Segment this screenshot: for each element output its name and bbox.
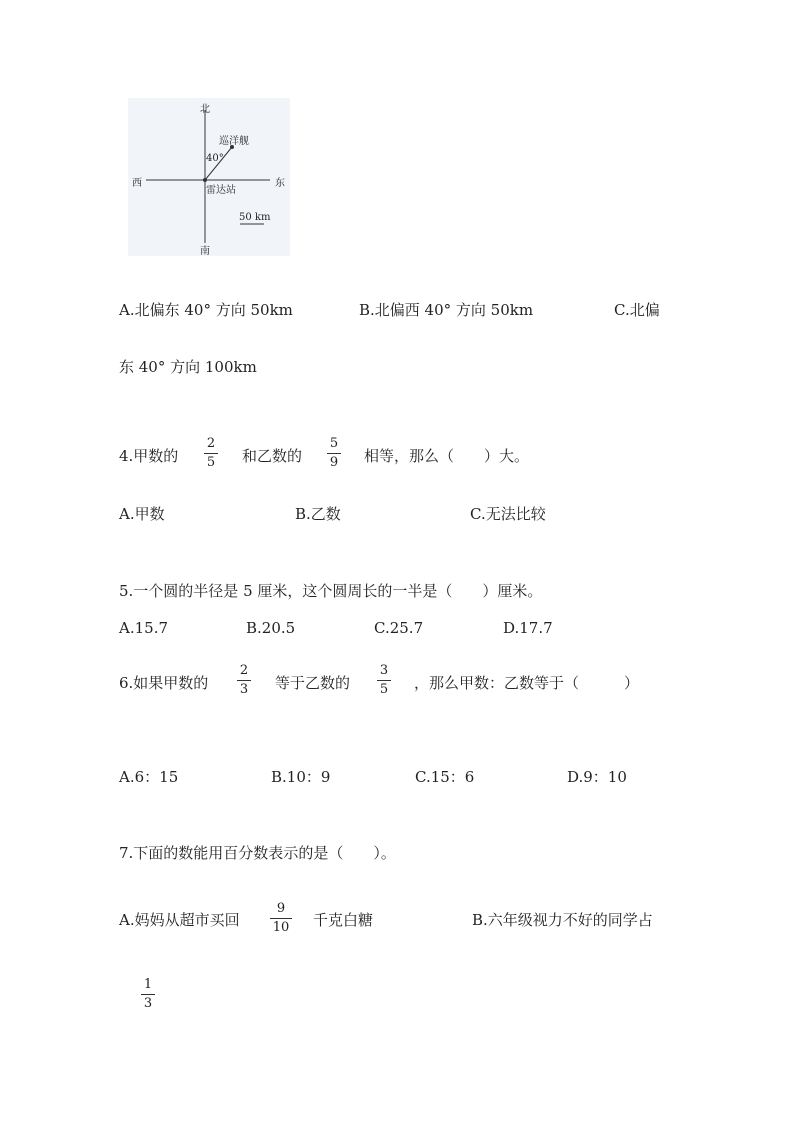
q4-frac2-denominator: 9 <box>329 455 339 470</box>
q6-prefix: 6.如果甲数的 <box>119 674 209 692</box>
q4-frac2-numerator: 5 <box>329 436 339 451</box>
ship-label: 巡洋舰 <box>219 136 249 147</box>
q5-option-a: A.15.7 <box>119 619 168 637</box>
station-label: 雷达站 <box>206 185 236 196</box>
south-label: 南 <box>200 246 210 257</box>
q6-frac1-numerator: 2 <box>239 663 249 678</box>
angle-label: 40° <box>206 153 224 164</box>
q7-option-a-suffix: 千克白糖 <box>313 911 374 929</box>
q4-fraction-1 <box>204 437 218 470</box>
q7-a-numerator: 9 <box>276 901 286 916</box>
q6-middle: 等于乙数的 <box>275 674 351 692</box>
q7-option-b-fraction <box>141 978 155 1011</box>
q4-fraction-2 <box>327 437 341 470</box>
q5-option-b: B.20.5 <box>246 619 296 637</box>
q7-option-a-fraction <box>270 902 292 935</box>
east-label: 东 <box>275 178 285 189</box>
scale-label: 50 km <box>239 212 271 223</box>
q5-option-c: C.25.7 <box>374 619 424 637</box>
q3-option-c-line2: 东 40° 方向 100km <box>119 358 257 376</box>
direction-diagram <box>128 98 290 256</box>
q4-option-b: B.乙数 <box>295 505 341 523</box>
q7-text: 7.下面的数能用百分数表示的是（ ）。 <box>119 844 396 862</box>
q4-frac1-numerator: 2 <box>206 436 216 451</box>
fraction-bar <box>377 680 391 681</box>
q4-suffix: 相等，那么（ ）大。 <box>364 447 530 465</box>
q6-suffix: ，那么甲数：乙数等于（ ） <box>414 674 640 692</box>
fraction-bar <box>237 680 251 681</box>
q4-middle: 和乙数的 <box>242 447 303 465</box>
q3-option-a: A.北偏东 40° 方向 50km <box>119 301 293 319</box>
q7-b-denominator: 3 <box>143 996 153 1011</box>
q6-fraction-2 <box>377 664 391 697</box>
west-label: 西 <box>132 178 142 189</box>
q5-option-d: D.17.7 <box>503 619 553 637</box>
q6-option-a: A.6：15 <box>119 768 179 786</box>
fraction-bar <box>141 994 155 995</box>
q4-option-a: A.甲数 <box>119 505 165 523</box>
q4-frac1-denominator: 5 <box>206 455 216 470</box>
q4-option-c: C.无法比较 <box>470 505 546 523</box>
fraction-bar <box>270 918 292 919</box>
q3-option-c-line1: C.北偏 <box>614 301 660 319</box>
q6-option-c: C.15：6 <box>415 768 475 786</box>
q6-fraction-1 <box>237 664 251 697</box>
fraction-bar <box>204 453 218 454</box>
q7-a-denominator: 10 <box>272 920 290 935</box>
q6-option-b: B.10：9 <box>271 768 331 786</box>
q6-frac2-numerator: 3 <box>379 663 389 678</box>
north-label: 北 <box>200 104 210 115</box>
q3-option-b: B.北偏西 40° 方向 50km <box>359 301 534 319</box>
q4-prefix: 4.甲数的 <box>119 447 179 465</box>
q7-option-a-prefix: A.妈妈从超市买回 <box>119 911 240 929</box>
compass-svg <box>128 98 290 256</box>
fraction-bar <box>327 453 341 454</box>
q6-frac1-denominator: 3 <box>239 682 249 697</box>
q7-b-numerator: 1 <box>143 977 153 992</box>
q7-option-b-text: B.六年级视力不好的同学占 <box>472 911 653 929</box>
q6-option-d: D.9：10 <box>567 768 627 786</box>
q5-text: 5.一个圆的半径是 5 厘米，这个圆周长的一半是（ ）厘米。 <box>119 582 543 600</box>
q6-frac2-denominator: 5 <box>379 682 389 697</box>
